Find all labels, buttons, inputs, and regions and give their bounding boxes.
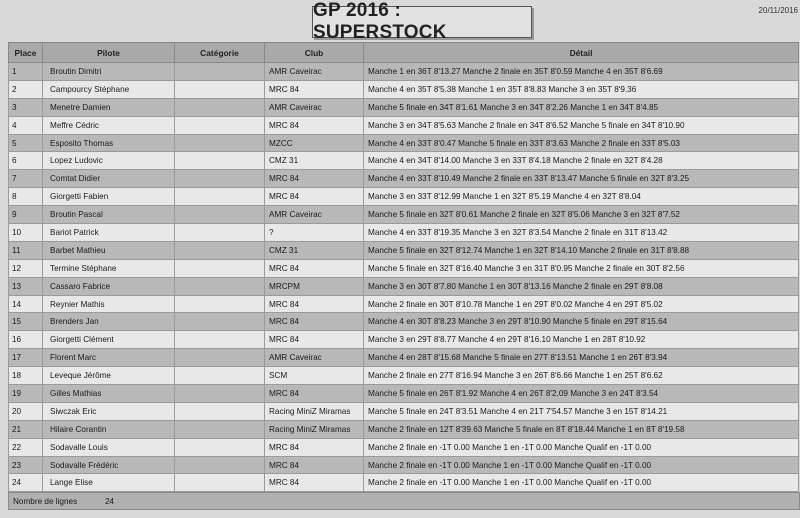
cell-club: MRC 84 [265,456,364,474]
cell-pilote: Leveque Jérôme [43,367,175,385]
cell-categorie [175,134,265,152]
cell-place: 17 [9,349,43,367]
cell-place: 24 [9,474,43,492]
cell-club: MRC 84 [265,116,364,134]
cell-categorie [175,313,265,331]
column-header-pilote: Pilote [43,43,175,63]
cell-categorie [175,420,265,438]
cell-pilote: Sodavalle Frédéric [43,456,175,474]
cell-categorie [175,295,265,313]
cell-detail: Manche 2 finale en 30T 8'10.78 Manche 1 en 29T 8'0.02 Manche 4 en 29T 8'5.02 [364,295,799,313]
cell-club: MRC 84 [265,474,364,492]
cell-place: 21 [9,420,43,438]
cell-place: 12 [9,259,43,277]
cell-place: 5 [9,134,43,152]
cell-club: MRC 84 [265,188,364,206]
cell-detail: Manche 4 en 33T 8'19.35 Manche 3 en 32T 8'3.54 Manche 2 finale en 31T 8'13.42 [364,224,799,242]
cell-club: AMR Caveirac [265,63,364,81]
cell-place: 9 [9,206,43,224]
table-row [9,206,799,224]
table-row [9,367,799,385]
table-row [9,331,799,349]
cell-detail: Manche 4 en 28T 8'15.68 Manche 5 finale en 27T 8'13.51 Manche 1 en 26T 8'3.94 [364,349,799,367]
cell-club: MRC 84 [265,295,364,313]
cell-pilote: Esposito Thomas [43,134,175,152]
cell-pilote: Lopez Ludovic [43,152,175,170]
cell-place: 13 [9,277,43,295]
cell-club: MRC 84 [265,331,364,349]
cell-pilote: Gilles Mathias [43,385,175,403]
table-body [9,63,799,492]
cell-categorie [175,367,265,385]
cell-detail: Manche 3 en 29T 8'8.77 Manche 4 en 29T 8'16.10 Manche 1 en 28T 8'10.92 [364,331,799,349]
cell-club: MRC 84 [265,438,364,456]
cell-categorie [175,152,265,170]
table-row [9,295,799,313]
cell-detail: Manche 3 en 34T 8'5.63 Manche 2 finale en 34T 8'6.52 Manche 5 finale en 34T 8'10.90 [364,116,799,134]
cell-pilote: Giorgetti Clément [43,331,175,349]
table-row [9,224,799,242]
cell-categorie [175,98,265,116]
cell-place: 22 [9,438,43,456]
cell-categorie [175,385,265,403]
cell-club: MZCC [265,134,364,152]
column-header-club: Club [265,43,364,63]
cell-place: 2 [9,80,43,98]
cell-pilote: Cassaro Fabrice [43,277,175,295]
cell-place: 10 [9,224,43,242]
cell-pilote: Menetre Damien [43,98,175,116]
cell-club: MRC 84 [265,313,364,331]
cell-detail: Manche 5 finale en 32T 8'16.40 Manche 3 en 31T 8'0.95 Manche 2 finale en 30T 8'2.56 [364,259,799,277]
cell-club: CMZ 31 [265,241,364,259]
cell-detail: Manche 5 finale en 26T 8'1.92 Manche 4 en 26T 8'2.09 Manche 3 en 24T 8'3.54 [364,385,799,403]
cell-club: CMZ 31 [265,152,364,170]
cell-club: MRC 84 [265,259,364,277]
cell-place: 7 [9,170,43,188]
cell-club: MRC 84 [265,170,364,188]
cell-detail: Manche 5 finale en 32T 8'0.61 Manche 2 finale en 32T 8'5.06 Manche 3 en 32T 8'7.52 [364,206,799,224]
cell-club: SCM [265,367,364,385]
table-row [9,438,799,456]
cell-categorie [175,116,265,134]
cell-detail: Manche 3 en 30T 8'7.80 Manche 1 en 30T 8'13.16 Manche 2 finale en 29T 8'8.08 [364,277,799,295]
cell-club: Racing MiniZ Miramas [265,420,364,438]
cell-pilote: Siwczak Eric [43,402,175,420]
cell-categorie [175,402,265,420]
cell-place: 20 [9,402,43,420]
cell-detail: Manche 2 finale en 27T 8'16.94 Manche 3 en 26T 8'6.66 Manche 1 en 25T 8'6.62 [364,367,799,385]
cell-categorie [175,474,265,492]
cell-detail: Manche 5 finale en 32T 8'12.74 Manche 1 en 32T 8'14.10 Manche 2 finale en 31T 8'8.88 [364,241,799,259]
cell-club: AMR Caveirac [265,206,364,224]
table-row [9,402,799,420]
column-header-detail: Détail [364,43,799,63]
table-row [9,259,799,277]
cell-club: AMR Caveirac [265,98,364,116]
table-row [9,170,799,188]
cell-pilote: Giorgetti Fabien [43,188,175,206]
cell-club: MRC 84 [265,80,364,98]
column-header-place: Place [9,43,43,63]
cell-pilote: Hilaire Corantin [43,420,175,438]
cell-place: 3 [9,98,43,116]
cell-pilote: Comtat Didier [43,170,175,188]
cell-pilote: Termine Stéphane [43,259,175,277]
cell-categorie [175,206,265,224]
cell-pilote: Reynier Mathis [43,295,175,313]
column-header-categorie: Catégorie [175,43,265,63]
cell-categorie [175,349,265,367]
cell-categorie [175,241,265,259]
table-row [9,456,799,474]
cell-club: ? [265,224,364,242]
table-row [9,474,799,492]
table-row [9,80,799,98]
cell-categorie [175,170,265,188]
cell-place: 6 [9,152,43,170]
table-row [9,277,799,295]
cell-categorie [175,456,265,474]
table-row [9,313,799,331]
table-row [9,134,799,152]
cell-club: MRCPM [265,277,364,295]
cell-detail: Manche 2 finale en -1T 0.00 Manche 1 en -1T 0.00 Manche Qualif en -1T 0.00 [364,474,799,492]
cell-detail: Manche 2 finale en -1T 0.00 Manche 1 en -1T 0.00 Manche Qualif en -1T 0.00 [364,438,799,456]
title-box [312,0,532,43]
cell-categorie [175,259,265,277]
table-row [9,98,799,116]
cell-categorie [175,331,265,349]
cell-place: 15 [9,313,43,331]
cell-detail: Manche 2 finale en 12T 8'39.63 Manche 5 finale en 8T 8'18.44 Manche 1 en 8T 8'19.58 [364,420,799,438]
cell-categorie [175,80,265,98]
cell-place: 8 [9,188,43,206]
table-row [9,241,799,259]
row-count-label: Nombre de lignes [13,496,78,506]
cell-place: 4 [9,116,43,134]
cell-detail: Manche 5 finale en 24T 8'3.51 Manche 4 en 21T 7'54.57 Manche 3 en 15T 8'14.21 [364,402,799,420]
cell-pilote: Campourcy Stéphane [43,80,175,98]
cell-detail: Manche 4 en 35T 8'5.38 Manche 1 en 35T 8'8.83 Manche 3 en 35T 8'9.36 [364,80,799,98]
cell-detail: Manche 4 en 34T 8'14.00 Manche 3 en 33T 8'4.18 Manche 2 finale en 32T 8'4.28 [364,152,799,170]
cell-pilote: Brenders Jan [43,313,175,331]
cell-place: 19 [9,385,43,403]
table-row [9,152,799,170]
table-footer [8,492,800,510]
cell-place: 14 [9,295,43,313]
cell-detail: Manche 4 en 33T 8'10.49 Manche 2 finale en 33T 8'13.47 Manche 5 finale en 32T 8'3.25 [364,170,799,188]
cell-categorie [175,224,265,242]
cell-pilote: Broutin Dimitri [43,63,175,81]
table-row [9,188,799,206]
cell-pilote: Barbet Mathieu [43,241,175,259]
cell-categorie [175,277,265,295]
cell-place: 23 [9,456,43,474]
cell-place: 11 [9,241,43,259]
cell-pilote: Lange Elise [43,474,175,492]
table-row [9,116,799,134]
cell-club: Racing MiniZ Miramas [265,402,364,420]
table-header-row [9,43,799,63]
cell-place: 1 [9,63,43,81]
cell-pilote: Sodavalle Louis [43,438,175,456]
cell-pilote: Meffre Cédric [43,116,175,134]
page-title: GP 2016 : SUPERSTOCK [313,0,447,43]
table-row [9,349,799,367]
cell-detail: Manche 5 finale en 34T 8'1.61 Manche 3 en 34T 8'2.26 Manche 1 en 34T 8'4.85 [364,98,799,116]
cell-pilote: Bariot Patrick [43,224,175,242]
table-row [9,420,799,438]
cell-detail: Manche 4 en 30T 8'8.23 Manche 3 en 29T 8'10.90 Manche 5 finale en 29T 8'15.64 [364,313,799,331]
row-count-value: 24 [105,496,115,506]
cell-pilote: Florent Marc [43,349,175,367]
cell-categorie [175,63,265,81]
cell-detail: Manche 3 en 33T 8'12.99 Manche 1 en 32T 8'5.19 Manche 4 en 32T 8'8.04 [364,188,799,206]
cell-detail: Manche 1 en 36T 8'13.27 Manche 2 finale en 35T 8'0.59 Manche 4 en 35T 8'6.69 [364,63,799,81]
cell-categorie [175,438,265,456]
print-date: 20/11/2016 [758,6,798,15]
cell-categorie [175,188,265,206]
table-row [9,385,799,403]
cell-detail: Manche 4 en 33T 8'0.47 Manche 5 finale en 33T 8'3.63 Manche 2 finale en 33T 8'5.03 [364,134,799,152]
table-row [9,63,799,81]
cell-club: MRC 84 [265,385,364,403]
results-table [8,42,799,492]
cell-pilote: Broutin Pascal [43,206,175,224]
cell-place: 18 [9,367,43,385]
cell-club: AMR Caveirac [265,349,364,367]
cell-place: 16 [9,331,43,349]
cell-detail: Manche 2 finale en -1T 0.00 Manche 1 en -1T 0.00 Manche Qualif en -1T 0.00 [364,456,799,474]
